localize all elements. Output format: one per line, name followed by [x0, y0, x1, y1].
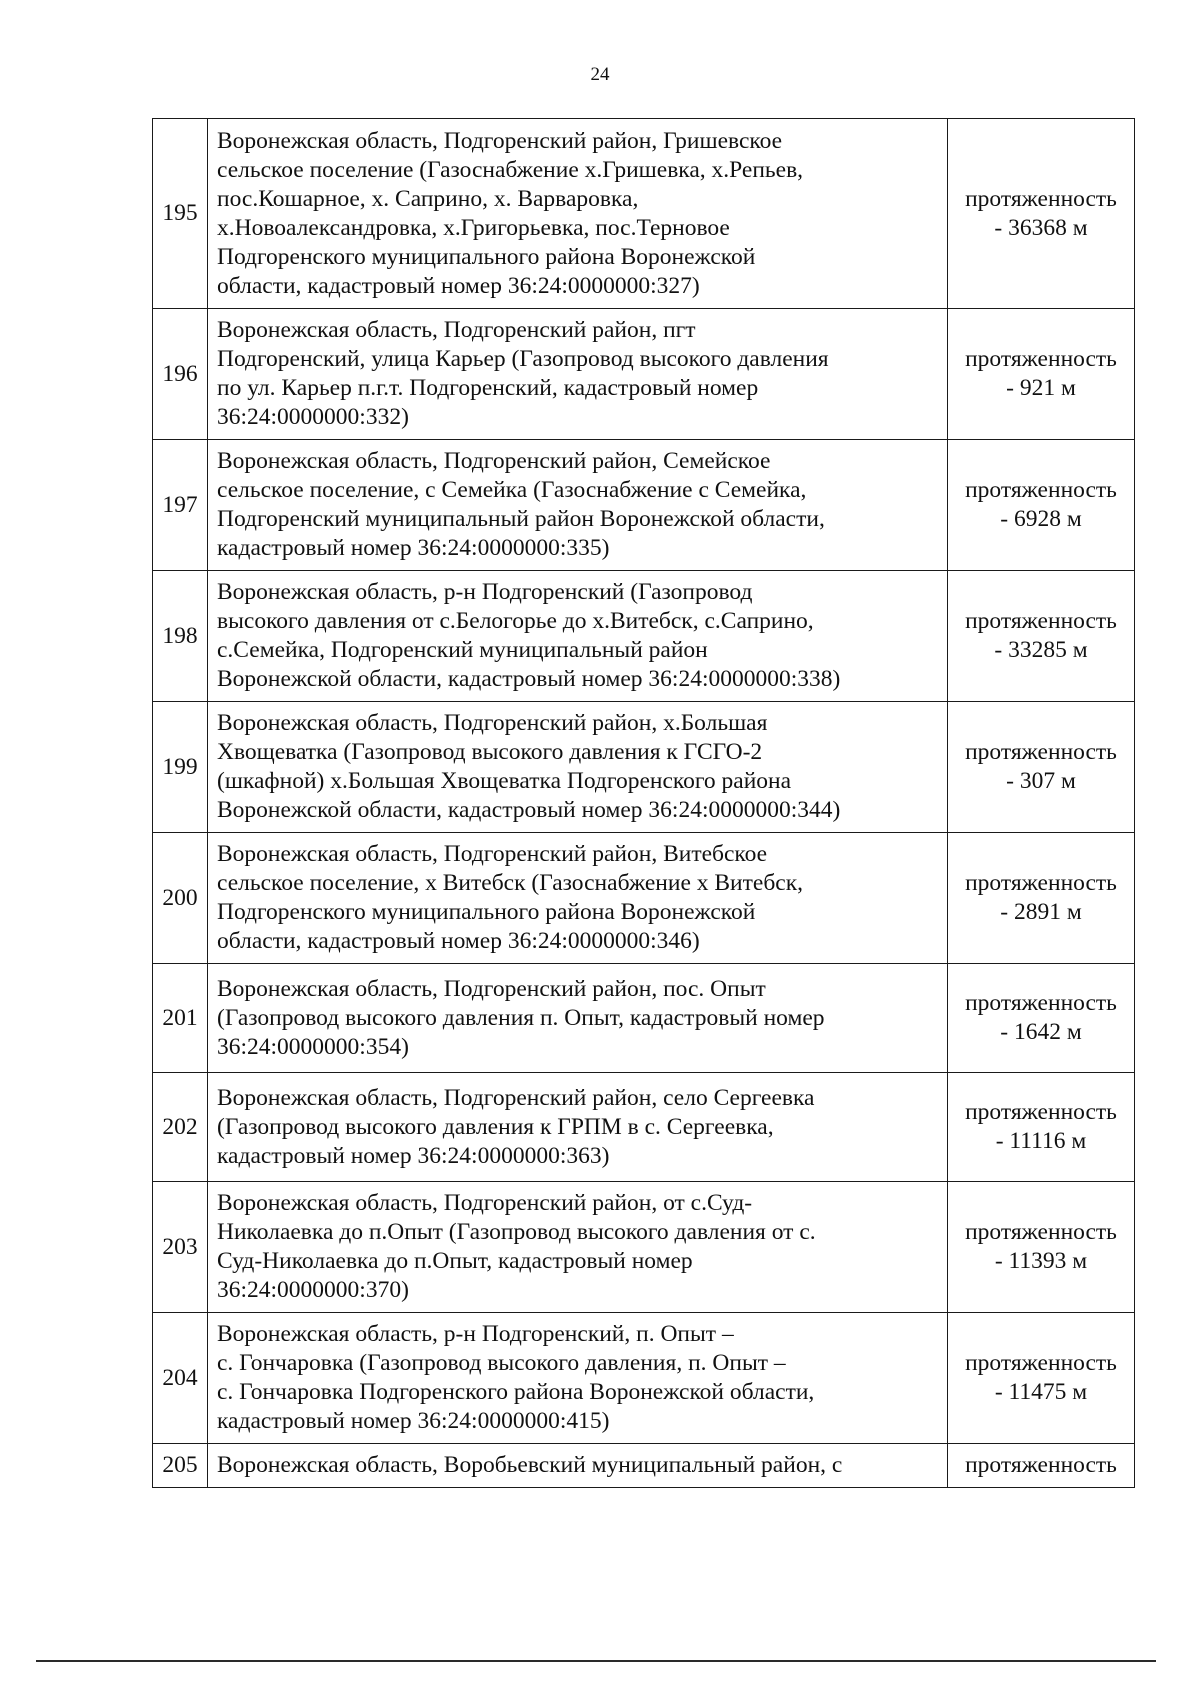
description-line: Воронежская область, р-н Подгоренский (Газопровод	[217, 579, 753, 605]
object-description	[208, 1182, 948, 1313]
length-value: - 1642 м	[1000, 1019, 1082, 1045]
length-label: протяженность	[965, 346, 1117, 372]
table-row	[153, 440, 1135, 571]
description-line: Воронежская область, Подгоренский район, от с.Суд-	[217, 1190, 753, 1216]
description-line: Подгоренского муниципального района Воронежской	[217, 243, 756, 270]
object-description	[208, 1073, 948, 1182]
object-description	[208, 571, 948, 702]
description-line: с.Семейка, Подгоренский муниципальный район	[217, 637, 708, 663]
length-label: протяженность	[965, 990, 1117, 1016]
length-value: - 307 м	[1006, 768, 1076, 794]
table-row	[153, 1444, 1135, 1488]
description-line: Воронежской области, кадастровый номер 36:24:0000000:338)	[217, 666, 841, 692]
description-line: кадастровый номер 36:24:0000000:335)	[217, 535, 610, 561]
object-description	[208, 1444, 948, 1488]
length-label: протяженность	[965, 608, 1117, 634]
row-number: 205	[153, 1444, 208, 1488]
object-description	[208, 833, 948, 964]
description-line: 36:24:0000000:354)	[217, 1033, 409, 1060]
length-value: - 2891 м	[1000, 899, 1082, 925]
length-label: протяженность	[965, 185, 1117, 212]
length-value: - 33285 м	[994, 637, 1088, 663]
scan-bottom-rule	[36, 1660, 1156, 1662]
object-length	[948, 833, 1135, 964]
description-line: сельское поселение, х Витебск (Газоснабжение х Витебск,	[217, 870, 804, 896]
description-line: Воронежская область, Воробьевский муниципальный район, с	[217, 1452, 843, 1478]
object-description	[208, 1313, 948, 1444]
object-length	[948, 702, 1135, 833]
description-line: х.Новоалександровка, х.Григорьевка, пос.Терновое	[217, 214, 730, 241]
description-line: Воронежская область, Подгоренский район, Гришевское	[217, 127, 783, 154]
page-number: 24	[590, 64, 610, 85]
description-line: с. Гончаровка (Газопровод высокого давления, п. Опыт –	[217, 1350, 786, 1376]
description-line: (Газопровод высокого давления к ГРПМ в с. Сергеевка,	[217, 1113, 774, 1140]
row-number: 201	[153, 964, 208, 1073]
row-number: 195	[153, 119, 208, 309]
description-line: Воронежская область, Подгоренский район, х.Большая	[217, 710, 768, 736]
object-length	[948, 1182, 1135, 1313]
object-length	[948, 309, 1135, 440]
description-line: Воронежская область, Подгоренский район, Семейское	[217, 448, 771, 474]
length-label: протяженность	[965, 870, 1117, 896]
object-description	[208, 964, 948, 1073]
description-line: кадастровый номер 36:24:0000000:415)	[217, 1408, 610, 1434]
description-line: высокого давления от с.Белогорье до х.Витебск, с.Саприно,	[217, 608, 814, 634]
object-description	[208, 309, 948, 440]
description-line: Воронежская область, Подгоренский район, село Сергеевка	[217, 1084, 815, 1111]
length-label: протяженность	[965, 1350, 1117, 1376]
object-description	[208, 119, 948, 309]
table-row	[153, 702, 1135, 833]
description-line: по ул. Карьер п.г.т. Подгоренский, кадастровый номер	[217, 375, 759, 401]
table-row	[153, 1182, 1135, 1313]
description-line: Подгоренский, улица Карьер (Газопровод высокого давления	[217, 346, 829, 372]
length-value: - 6928 м	[1000, 506, 1082, 532]
description-line: области, кадастровый номер 36:24:0000000:327)	[217, 272, 700, 299]
object-length	[948, 964, 1135, 1073]
description-line: Воронежская область, р-н Подгоренский, п. Опыт –	[217, 1321, 734, 1347]
length-value: - 11475 м	[994, 1379, 1088, 1405]
row-number: 199	[153, 702, 208, 833]
length-value: - 11116 м	[995, 1128, 1087, 1154]
table-row	[153, 309, 1135, 440]
description-line: с. Гончаровка Подгоренского района Воронежской области,	[217, 1379, 815, 1405]
table-row	[153, 1313, 1135, 1444]
row-number: 202	[153, 1073, 208, 1182]
object-length	[948, 1444, 1135, 1488]
object-length	[948, 440, 1135, 571]
row-number: 198	[153, 571, 208, 702]
length-label: протяженность	[965, 477, 1117, 503]
description-line: Суд-Николаевка до п.Опыт, кадастровый номер	[217, 1248, 693, 1274]
object-length	[948, 1313, 1135, 1444]
object-length	[948, 119, 1135, 309]
description-line: 36:24:0000000:332)	[217, 404, 409, 430]
object-description	[208, 440, 948, 571]
object-description	[208, 702, 948, 833]
length-label: протяженность	[965, 1099, 1117, 1125]
row-number: 197	[153, 440, 208, 571]
object-length	[948, 571, 1135, 702]
table-row	[153, 964, 1135, 1073]
object-length	[948, 1073, 1135, 1182]
description-line: Воронежская область, Подгоренский район, Витебское	[217, 841, 768, 867]
description-line: области, кадастровый номер 36:24:0000000:346)	[217, 928, 700, 954]
description-line: Воронежская область, Подгоренский район, пгт	[217, 317, 696, 343]
description-line: кадастровый номер 36:24:0000000:363)	[217, 1142, 610, 1169]
length-label: протяженность	[965, 1219, 1117, 1245]
description-line: пос.Кошарное, х. Саприно, х. Варваровка,	[217, 185, 639, 212]
length-label: протяженность	[965, 1452, 1117, 1478]
row-number: 196	[153, 309, 208, 440]
description-line: Воронежской области, кадастровый номер 36:24:0000000:344)	[217, 797, 841, 823]
row-number: 200	[153, 833, 208, 964]
description-line: 36:24:0000000:370)	[217, 1277, 409, 1303]
description-line: (Газопровод высокого давления п. Опыт, кадастровый номер	[217, 1004, 825, 1031]
table-row	[153, 571, 1135, 702]
length-value: - 36368 м	[994, 214, 1088, 241]
registry-table-body	[153, 119, 1135, 1488]
table-row	[153, 833, 1135, 964]
description-line: Подгоренского муниципального района Воронежской	[217, 899, 756, 925]
description-line: сельское поселение, с Семейка (Газоснабжение с Семейка,	[217, 477, 807, 503]
length-value: - 11393 м	[994, 1248, 1088, 1274]
length-value: - 921 м	[1006, 375, 1076, 401]
table-row	[153, 119, 1135, 309]
description-line: сельское поселение (Газоснабжение х.Гришевка, х.Репьев,	[217, 156, 804, 183]
row-number: 203	[153, 1182, 208, 1313]
property-registry-table	[152, 118, 1135, 1488]
description-line: (шкафной) х.Большая Хвощеватка Подгоренского района	[217, 768, 792, 794]
table-row	[153, 1073, 1135, 1182]
row-number: 204	[153, 1313, 208, 1444]
description-line: Николаевка до п.Опыт (Газопровод высокого давления от с.	[217, 1219, 816, 1245]
length-label: протяженность	[965, 739, 1117, 765]
description-line: Подгоренский муниципальный район Воронежской области,	[217, 506, 825, 532]
description-line: Хвощеватка (Газопровод высокого давления к ГСГО-2	[217, 739, 763, 765]
description-line: Воронежская область, Подгоренский район, пос. Опыт	[217, 975, 766, 1002]
